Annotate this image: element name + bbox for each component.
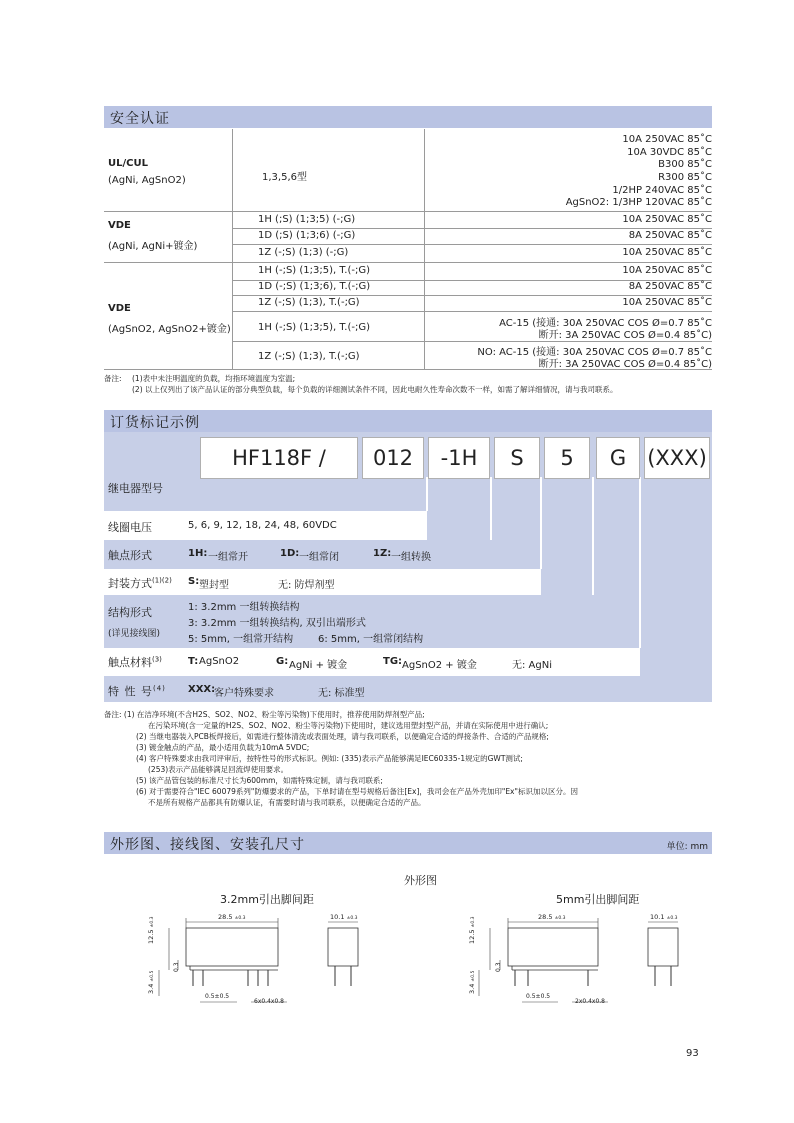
ul-rating: 1/2HP 240VAC 85˚C	[612, 185, 712, 196]
vde1-rating: 8A 250VAC 85˚C	[628, 230, 712, 241]
vde1-rating: 10A 250VAC 85˚C	[622, 214, 712, 225]
contact-1d-code: 1D:	[280, 548, 300, 559]
row-label-contact-form: 触点形式	[108, 549, 152, 562]
row-label-structure: 结构形式	[108, 606, 152, 619]
length-dim: 28.5 ±0.3	[218, 913, 246, 921]
ordering-note: 不是所有规格产品都具有防爆认证，有需要时请与我司联系，以便确定合适的产品。	[148, 798, 426, 807]
material-none-text: 无: AgNi	[512, 660, 552, 671]
code-model: HF118F /	[200, 437, 358, 479]
vde1-cert-name: VDE	[108, 220, 131, 231]
pin-spec-dim: 6x0.4x0.8	[254, 998, 285, 1005]
ordering-title: 订货标记示例	[110, 415, 200, 431]
code-coil: 012	[362, 437, 424, 479]
ordering-note: 在污染环境(含一定量的H2S、SO2、NO2、粉尘等污染物)下使用时，建议选用塑封型产品，并请在实际使用中进行确认;	[148, 721, 549, 730]
structure-option-6: 6: 5mm, 一组常闭结构	[318, 634, 424, 645]
structure-option-1: 1: 3.2mm 一组转换结构	[188, 602, 300, 613]
vde2-ac15-rating: AC-15 (接通: 30A 250VAC COS Ø=0.7 85˚C	[499, 318, 712, 329]
pin-spec-dim: 2x0.4x0.8	[575, 998, 606, 1005]
vde2-type: 1D (-;S) (1;3;6), T.(-;G)	[258, 281, 371, 292]
safety-note: (2) 以上仅列出了该产品认证的部分典型负载，每个负载的详细测试条件不同，因此电耐久性寿命次数不一样，如需了解详细情况，请与我司联系。	[132, 385, 618, 394]
height-dim: 12.5 ±0.3	[147, 916, 155, 944]
vde2-ac15-rating: 断开: 3A 250VAC COS Ø=0.4 85˚C)	[538, 359, 712, 370]
vde2-ac15-type: 1H (-;S) (1;3;5), T.(-;G)	[258, 322, 370, 333]
structure-option-5: 5: 5mm, 一组常开结构	[188, 634, 294, 645]
right-drawing-label: 5mm引出脚间距	[556, 893, 640, 906]
vde2-cert-material: (AgSnO2, AgSnO2+镀金)	[108, 324, 231, 335]
dims-title: 外形图、接线图、安装孔尺寸	[110, 837, 305, 853]
row-label-model: 继电器型号	[108, 482, 163, 495]
sealing-s-text: 塑封型	[199, 580, 229, 591]
vde1-type: 1H (;S) (1;3;5) (-;G)	[258, 214, 356, 225]
ordering-note: 备注: (1) 在洁净环境(不含H2S、SO2、NO2、粉尘等污染物)下使用时，推荐使用防焊剂型产品;	[104, 710, 425, 719]
vde2-rating: 8A 250VAC 85˚C	[628, 281, 712, 292]
feature-xxx-text: 客户特殊要求	[214, 688, 274, 699]
ordering-note: (5) 该产品管包装的标准尺寸长为600mm，如需特殊定制，请与我司联系;	[136, 776, 383, 785]
width-dim: 10.1 ±0.3	[330, 913, 358, 921]
ul-cert-name: UL/CUL	[108, 158, 148, 169]
material-g-text: AgNi + 镀金	[289, 660, 348, 671]
row-label-sealing: 封装方式$^{(1)(2)}$	[108, 576, 172, 590]
vde2-type: 1Z (-;S) (1;3), T.(-;G)	[258, 297, 360, 308]
left-outline-drawing	[145, 910, 375, 1020]
ul-rating: 10A 30VDC 85˚C	[627, 147, 712, 158]
safety-note-label: 备注:	[104, 374, 122, 383]
contact-1h-text: 一组常开	[208, 552, 248, 563]
contact-1d-text: 一组常闭	[299, 552, 339, 563]
left-drawing-label: 3.2mm引出脚间距	[220, 893, 314, 906]
code-special: (XXX)	[644, 437, 710, 479]
vde1-type: 1Z (-;S) (1;3) (-;G)	[258, 247, 349, 258]
ordering-note: (3) 镀金触点的产品，最小适用负载为10mA 5VDC;	[136, 743, 310, 752]
row-sublabel-structure: (详见接线图)	[108, 629, 161, 639]
dims-unit: 单位: mm	[666, 842, 708, 852]
width-dim: 10.1 ±0.3	[650, 913, 678, 921]
row-label-material: 触点材料$^{(3)}$	[108, 655, 162, 669]
feature-xxx-code: XXX:	[188, 684, 216, 695]
ordering-section-header	[104, 410, 712, 432]
length-dim: 28.5 ±0.3	[538, 913, 566, 921]
vde2-rating: 10A 250VAC 85˚C	[622, 297, 712, 308]
pin-length-dim: 3.4 ±0.5	[147, 970, 155, 994]
vde2-ac15-rating: 断开: 3A 250VAC COS Ø=0.4 85˚C)	[538, 330, 712, 341]
row-label-coil: 线圈电压	[108, 521, 152, 534]
height-dim: 12.5 ±0.3	[468, 916, 476, 944]
contact-1z-code: 1Z:	[373, 548, 392, 559]
pitch-dim: 0.5±0.5	[205, 993, 230, 1000]
vde2-ac15-type: 1Z (-;S) (1;3), T.(-;G)	[258, 351, 360, 362]
vde2-type: 1H (-;S) (1;3;5), T.(-;G)	[258, 265, 370, 276]
vde2-rating: 10A 250VAC 85˚C	[622, 265, 712, 276]
contact-1z-text: 一组转换	[391, 552, 431, 563]
material-t-text: AgSnO2	[199, 656, 240, 667]
ul-rating: B300 85˚C	[658, 159, 712, 170]
code-structure: 5	[544, 437, 590, 479]
ordering-note: (6) 对于需要符合"IEC 60079系列"防爆要求的产品，下单时请在型号规格后备注[Ex]，我司会在产品外壳加印"Ex"标识加以区分。因	[136, 787, 578, 796]
row-label-feature: 特 性 号$^{(4)}$	[108, 684, 166, 698]
vde2-ac15-rating: NO: AC-15 (接通: 30A 250VAC COS Ø=0.7 85˚C	[477, 347, 712, 358]
ul-rating: AgSnO2: 1/3HP 120VAC 85˚C	[565, 197, 712, 208]
ordering-note: (2) 当继电器装入PCB板焊接后，如需进行整体清洗或表面处理，请与我司联系，以便确定合适的焊接条件、合适的产品规格;	[136, 732, 549, 741]
ul-cert-type: 1,3,5,6型	[262, 172, 307, 183]
ul-rating: R300 85˚C	[658, 172, 712, 183]
right-outline-drawing	[462, 910, 692, 1020]
outline-subtitle: 外形图	[404, 874, 437, 887]
dims-section-header	[104, 832, 712, 854]
code-sealing: S	[494, 437, 540, 479]
ordering-note: (253)表示产品能够满足回流焊使用要求。	[148, 765, 289, 774]
ul-cert-material: (AgNi, AgSnO2)	[108, 175, 186, 186]
structure-option-3: 3: 3.2mm 一组转换结构, 双引出端形式	[188, 618, 366, 629]
vde2-cert-name: VDE	[108, 303, 131, 314]
safety-note: (1)表中未注明温度的负载，均指环境温度为室温;	[132, 374, 296, 383]
feature-none-text: 无: 标准型	[318, 688, 365, 699]
contact-1h-code: 1H:	[188, 548, 208, 559]
material-tg-text: AgSnO2 + 镀金	[402, 660, 477, 671]
safety-title: 安全认证	[110, 111, 170, 127]
sealing-s-code: S:	[188, 576, 200, 587]
pin-length-dim: 3.4 ±0.5	[468, 970, 476, 994]
coil-voltages: 5, 6, 9, 12, 18, 24, 48, 60VDC	[188, 520, 337, 531]
material-g-code: G:	[276, 656, 289, 667]
ul-rating: 10A 250VAC 85˚C	[622, 134, 712, 145]
vde1-type: 1D (;S) (1;3;6) (-;G)	[258, 230, 356, 241]
vde1-cert-material: (AgNi, AgNi+镀金)	[108, 241, 198, 252]
page-number: 93	[686, 1048, 699, 1059]
code-contact: -1H	[428, 437, 490, 479]
pitch-dim: 0.5±0.5	[526, 993, 551, 1000]
sealing-none-text: 无: 防焊剂型	[278, 580, 335, 591]
material-t-code: T:	[188, 656, 199, 667]
safety-section-header	[104, 106, 712, 128]
code-material: G	[596, 437, 640, 479]
vde1-rating: 10A 250VAC 85˚C	[622, 247, 712, 258]
standoff-dim: 0.3	[495, 962, 502, 972]
material-tg-code: TG:	[383, 656, 403, 667]
standoff-dim: 0.3	[173, 962, 180, 972]
ordering-note: (4) 客户特殊要求由我司评审后，按特性号的形式标识。例如: (335)表示产品能够满足IEC60335-1规定的GWT测试;	[136, 754, 523, 763]
